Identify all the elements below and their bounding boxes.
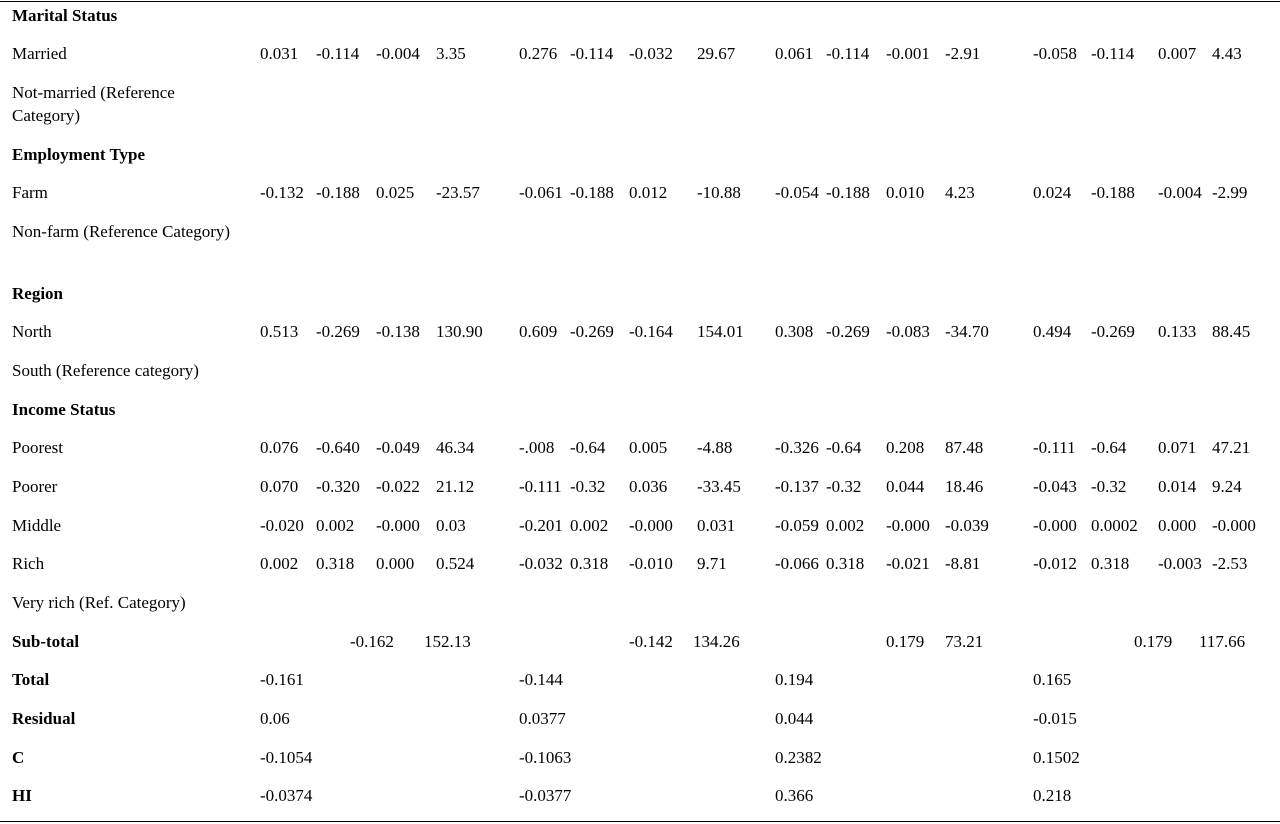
table-cell: -0.188 (570, 183, 614, 202)
table-cell: -0.64 (1091, 438, 1127, 457)
table-cell: 73.21 (945, 632, 984, 651)
row-label: Rich (12, 554, 45, 573)
table-cell: 0.165 (1033, 670, 1072, 689)
table-cell: -0.144 (519, 670, 563, 689)
table-cell: -0.132 (260, 183, 304, 202)
table-cell: -0.000 (629, 516, 673, 535)
table-cell: 0.044 (775, 709, 814, 728)
table-cell: 0.318 (316, 554, 355, 573)
row-label: HI (12, 786, 32, 805)
row-label: Total (12, 670, 50, 689)
row-label: Residual (12, 709, 76, 728)
table-cell: -0.201 (519, 516, 563, 535)
table-cell: -0.020 (260, 516, 304, 535)
table-cell: -0.269 (826, 322, 870, 341)
row-label: Married (12, 44, 67, 63)
table-cell: 0.494 (1033, 322, 1072, 341)
table-cell: -0.012 (1033, 554, 1077, 573)
table-cell: 0.06 (260, 709, 290, 728)
table-cell: 0.133 (1158, 322, 1197, 341)
table-cell: 0.366 (775, 786, 814, 805)
table-cell: 0.208 (886, 438, 925, 457)
table-cell: -0.269 (570, 322, 614, 341)
table-cell: 0.0377 (519, 709, 566, 728)
table-cell: -0.320 (316, 477, 360, 496)
table-cell: 154.01 (697, 322, 744, 341)
table-cell: -0.32 (826, 477, 862, 496)
table-cell: 0.524 (436, 554, 475, 573)
table-cell: 21.12 (436, 477, 475, 496)
row-label: Very rich (Ref. Category) (12, 593, 186, 612)
table-cell: -2.53 (1212, 554, 1248, 573)
table-cell: 4.23 (945, 183, 975, 202)
row-label: Middle (12, 516, 62, 535)
table-cell: -0.32 (570, 477, 606, 496)
table-cell: 0.036 (629, 477, 668, 496)
table-cell: 0.1502 (1033, 748, 1080, 767)
table-cell: -0.000 (886, 516, 930, 535)
table-cell: 0.218 (1033, 786, 1072, 805)
table-cell: 0.2382 (775, 748, 822, 767)
row-label: Marital Status (12, 6, 118, 25)
table-cell: -0.001 (886, 44, 930, 63)
table-cell: 0.044 (886, 477, 925, 496)
table-cell: 29.67 (697, 44, 736, 63)
row-label: Farm (12, 183, 48, 202)
table-cell: -0.049 (376, 438, 420, 457)
table-cell: 4.43 (1212, 44, 1242, 63)
row-label: Not-married (Reference Category) (12, 83, 175, 125)
table-cell: 0.024 (1033, 183, 1072, 202)
table-cell: 0.071 (1158, 438, 1197, 457)
table-cell: -0.64 (570, 438, 606, 457)
table-cell: -0.0374 (260, 786, 313, 805)
table-cell: -23.57 (436, 183, 480, 202)
table-cell: 134.26 (693, 632, 740, 651)
table-cell: -0.032 (519, 554, 563, 573)
table-cell: -0.64 (826, 438, 862, 457)
table-cell: -0.161 (260, 670, 304, 689)
table-cell: -0.061 (519, 183, 563, 202)
table-cell: -33.45 (697, 477, 741, 496)
table-cell: -0.269 (1091, 322, 1135, 341)
table-cell: 46.34 (436, 438, 475, 457)
table-cell: 18.46 (945, 477, 984, 496)
table-cell: 88.45 (1212, 322, 1251, 341)
table-cell: -0.000 (1033, 516, 1077, 535)
table-cell: 0.061 (775, 44, 814, 63)
table-cell: -0.010 (629, 554, 673, 573)
table-cell: 9.24 (1212, 477, 1242, 496)
table-cell: 0.609 (519, 322, 558, 341)
table-cell: 0.031 (260, 44, 299, 63)
table-cell: -0.111 (1033, 438, 1076, 457)
table-cell: -0.114 (570, 44, 614, 63)
table-cell: 0.002 (826, 516, 865, 535)
table-cell: -0.114 (826, 44, 870, 63)
table-cell: -.008 (519, 438, 555, 457)
row-label: Sub-total (12, 632, 80, 651)
table-cell: -0.111 (519, 477, 562, 496)
table-cell: 0.012 (629, 183, 668, 202)
table-cell: 0.007 (1158, 44, 1197, 63)
table-cell: 0.002 (260, 554, 299, 573)
table-cell: 0.0002 (1091, 516, 1138, 535)
table-cell: -0.188 (316, 183, 360, 202)
table-cell: 0.000 (1158, 516, 1197, 535)
table-cell: -0.1054 (260, 748, 313, 767)
table-cell: 0.194 (775, 670, 814, 689)
table-cell: 0.014 (1158, 477, 1197, 496)
table-top-rule (0, 1, 1280, 2)
table-cell: 0.005 (629, 438, 668, 457)
table-cell: 0.076 (260, 438, 299, 457)
table-cell: 0.318 (570, 554, 609, 573)
table-cell: -0.114 (316, 44, 360, 63)
table-cell: 0.002 (316, 516, 355, 535)
table-cell: -10.88 (697, 183, 741, 202)
table-cell: 0.031 (697, 516, 736, 535)
table-cell: -0.015 (1033, 709, 1077, 728)
table-cell: -2.91 (945, 44, 981, 63)
table-cell: -0.326 (775, 438, 819, 457)
table-cell: -0.058 (1033, 44, 1077, 63)
table-cell: 0.179 (1134, 632, 1173, 651)
table-cell: -8.81 (945, 554, 981, 573)
table-cell: -0.054 (775, 183, 819, 202)
row-label: Employment Type (12, 145, 146, 164)
table-bottom-rule (0, 821, 1280, 822)
table-cell: 9.71 (697, 554, 727, 573)
table-cell: -0.066 (775, 554, 819, 573)
table-cell: 0.025 (376, 183, 415, 202)
table-cell: 87.48 (945, 438, 984, 457)
table-cell: -0.022 (376, 477, 420, 496)
table-cell: -0.164 (629, 322, 673, 341)
table-cell: 0.010 (886, 183, 925, 202)
row-label: Poorest (12, 438, 63, 457)
table-cell: 0.318 (1091, 554, 1130, 573)
table-cell: -4.88 (697, 438, 733, 457)
table-cell: 0.002 (570, 516, 609, 535)
row-label: Non-farm (Reference Category) (12, 222, 231, 241)
table-cell: -0.162 (350, 632, 394, 651)
row-label: South (Reference category) (12, 361, 199, 380)
table-cell: -0.114 (1091, 44, 1135, 63)
table-cell: -0.004 (1158, 183, 1202, 202)
table-cell: 0.318 (826, 554, 865, 573)
table-cell: -0.003 (1158, 554, 1202, 573)
table-cell: -0.1063 (519, 748, 572, 767)
table-cell: 130.90 (436, 322, 483, 341)
row-label: C (12, 748, 25, 767)
row-label: Income Status (12, 400, 116, 419)
table-cell: -0.188 (826, 183, 870, 202)
table-cell: -2.99 (1212, 183, 1248, 202)
table-cell: 0.276 (519, 44, 558, 63)
table-cell: -0.021 (886, 554, 930, 573)
row-label: Region (12, 284, 63, 303)
table-cell: -0.269 (316, 322, 360, 341)
table-cell: 0.513 (260, 322, 299, 341)
table-cell: 0.000 (376, 554, 415, 573)
row-label: Poorer (12, 477, 58, 496)
table-cell: -0.640 (316, 438, 360, 457)
table-cell: -0.059 (775, 516, 819, 535)
table-cell: -0.039 (945, 516, 989, 535)
table-cell: -0.032 (629, 44, 673, 63)
table-cell: -0.32 (1091, 477, 1127, 496)
table-cell: -0.000 (376, 516, 420, 535)
table-cell: 0.03 (436, 516, 466, 535)
table-cell: 3.35 (436, 44, 466, 63)
table-cell: 0.179 (886, 632, 925, 651)
table-cell: -0.0377 (519, 786, 572, 805)
table-cell: -0.043 (1033, 477, 1077, 496)
table-cell: -0.083 (886, 322, 930, 341)
table-cell: 152.13 (424, 632, 471, 651)
table-cell: -0.188 (1091, 183, 1135, 202)
table-cell: -0.138 (376, 322, 420, 341)
table-cell: -0.004 (376, 44, 420, 63)
row-label: North (12, 322, 52, 341)
table-cell: 0.308 (775, 322, 814, 341)
table-cell: 117.66 (1199, 632, 1246, 651)
table-cell: -0.137 (775, 477, 819, 496)
table-cell: -0.142 (629, 632, 673, 651)
table-cell: -0.000 (1212, 516, 1256, 535)
table-cell: 47.21 (1212, 438, 1251, 457)
table-cell: 0.070 (260, 477, 299, 496)
table-cell: -34.70 (945, 322, 989, 341)
